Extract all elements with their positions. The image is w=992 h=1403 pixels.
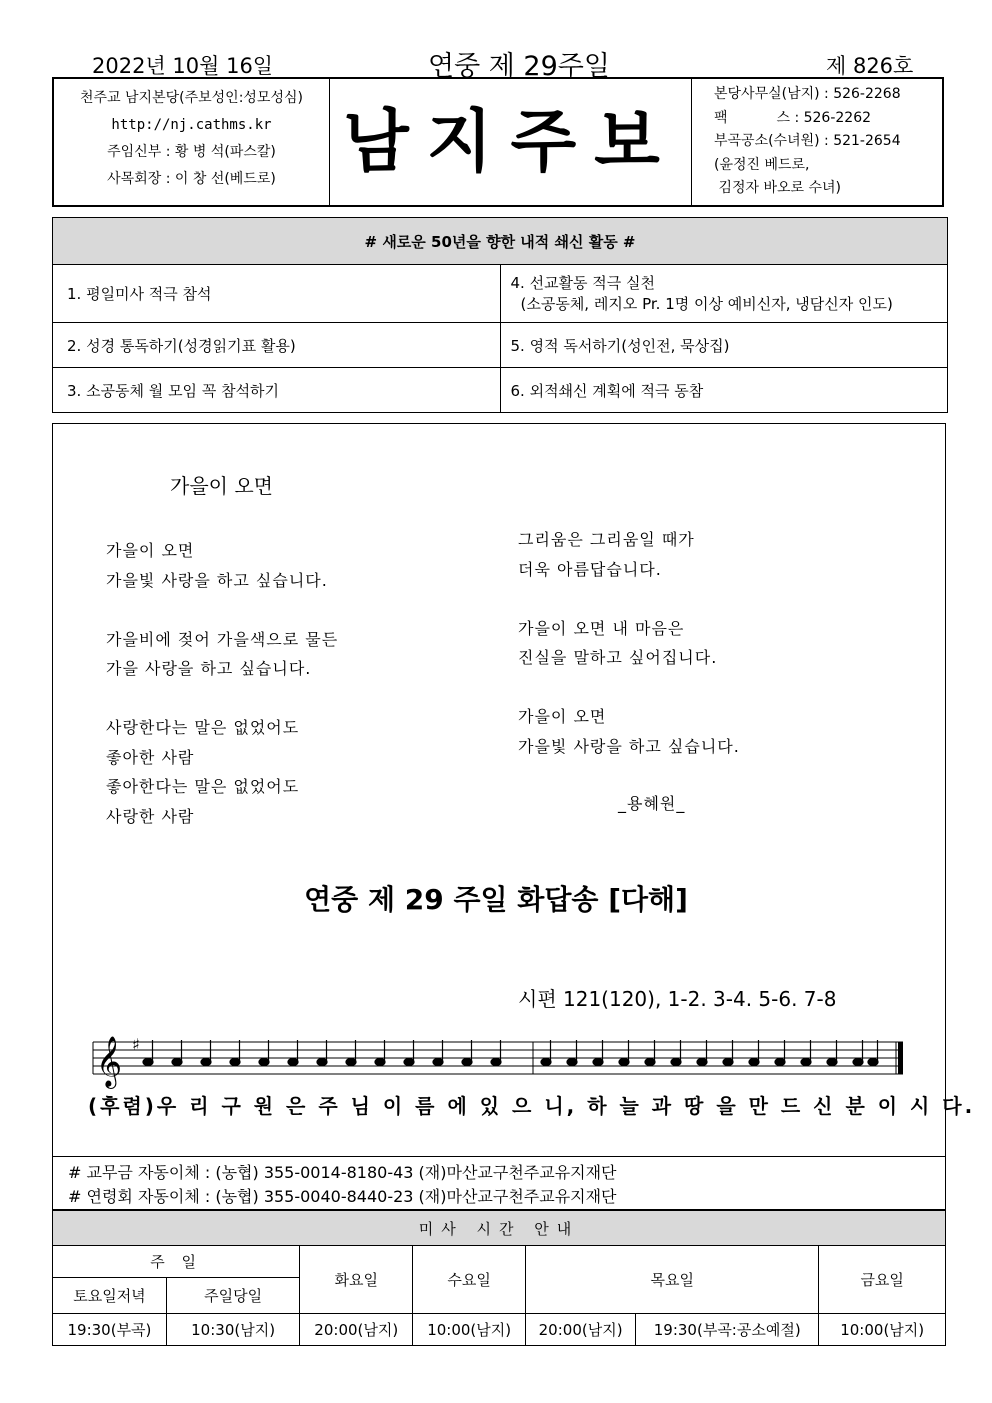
note-head [775,1058,785,1065]
time-tue: 20:00(남지) [300,1314,413,1346]
renewal-item-4-detail: (소공동체, 레지오 Pr. 1명 이상 예비신자, 냉담신자 인도) [520,294,893,313]
note-head [671,1058,681,1065]
poem-line: 더욱 아름답습니다. [518,559,662,579]
bank-line-1: # 교무금 자동이체 : (농협) 355-0014-8180-43 (재)마산교구천주교유지재단 [68,1163,617,1182]
note-head [230,1058,240,1065]
time-fri: 10:00(남지) [819,1314,946,1346]
note-head [697,1058,707,1065]
poem-line: 그리움은 그리움일 때가 [518,530,695,549]
poem-left-column [106,536,338,831]
psalm-reference: 시편 121(120), 1-2. 3-4. 5-6. 7-8 [518,987,837,1011]
tue-header: 화요일 [300,1246,413,1314]
poem-line: 가을이 오면 [106,541,195,560]
parish-info [54,79,330,205]
time-sunday: 10:30(남지) [166,1314,299,1346]
issue-date: 2022년 10월 16일 [92,54,274,78]
contact-gongso: 부곡공소(수녀원) : 521-2654 [714,133,901,149]
poem-line: 가을비에 젖어 가을색으로 물든 [106,629,339,649]
thu-header: 목요일 [526,1246,819,1314]
note-head [541,1058,551,1065]
renewal-item-2: 2. 성경 통독하기(성경읽기표 활용) [53,323,501,368]
mass-caption: 미사 시간 안내 [53,1211,946,1246]
issue-number: 제 826호 [826,54,914,78]
bank-line-2: # 연령회 자동이체 : (농협) 355-0040-8440-23 (재)마산교구천주교유지재단 [68,1187,617,1206]
note-head [868,1058,878,1065]
note-head [201,1058,211,1065]
pastor: 주임신부 : 황 병 석(파스칼) [107,144,276,160]
poem-line: 가을이 오면 내 마음은 [518,618,685,638]
fri-header: 금요일 [819,1246,946,1314]
mass-schedule-table [52,1210,946,1346]
note-head [172,1058,182,1065]
parish-name: 천주교 남지본당(주보성인:성모성심) [80,90,303,106]
poem-line: 가을 사랑을 하고 싶습니다. [106,659,312,678]
notes [143,1040,878,1066]
psalm-title: 연중 제 29 주일 화답송 [다해] [304,883,688,916]
poem-line: 가을이 오면 [518,707,607,726]
note-head [491,1058,501,1065]
note-head [749,1058,759,1065]
note-head [827,1058,837,1065]
poem-title: 가을이 오면 [170,474,273,498]
sharp-icon: ♯ [132,1035,140,1054]
poem-line: 좋아한다는 말은 없었어도 [106,777,300,796]
renewal-item-6: 6. 외적쇄신 계획에 적극 동참 [500,368,948,413]
note-head [346,1058,356,1065]
note-head [619,1058,629,1065]
renewal-item-1: 1. 평일미사 적극 참석 [53,265,501,323]
wed-header: 수요일 [413,1246,526,1314]
saturday-eve-header: 토요일저녁 [53,1278,167,1314]
masthead [52,77,944,207]
note-head [593,1058,603,1065]
note-head [375,1058,385,1065]
renewal-item-5: 5. 영적 독서하기(성인전, 묵상집) [500,323,948,368]
poem-line: 진실을 말하고 싶어집니다. [518,648,718,667]
poem-right-column [518,525,740,819]
poem-line: 가을빛 사랑을 하고 싶습니다. [518,736,740,756]
note-head [853,1058,863,1065]
sunday-header: 주 일 [53,1246,300,1278]
renewal-title: # 새로운 50년을 향한 내적 쇄신 활동 # [53,218,948,265]
psalm-refrain: (후렴)우 리 구 원 은 주 님 이 름 에 있 으 니, 하 늘 과 땅 을 만 드 신 분 이 시 다. [88,1094,976,1118]
council-president: 사목회장 : 이 창 선(베드로) [107,171,276,187]
renewal-item-3: 3. 소공동체 월 모임 꼭 참석하기 [53,368,501,413]
poem-line: 사랑한 사람 [106,806,195,826]
contact-office: 본당사무실(남지) : 526-2268 [714,86,901,102]
parish-url[interactable]: http://nj.cathms.kr [111,117,272,133]
poem-author: _용혜원_ [618,794,686,813]
renewal-item-4 [500,265,948,323]
poem-line: 가을빛 사랑을 하고 싶습니다. [106,570,328,590]
note-head [723,1058,733,1065]
note-head [801,1058,811,1065]
time-saturday: 19:30(부곡) [53,1314,167,1346]
bank-divider [52,1156,946,1157]
time-thu-1: 20:00(남지) [526,1314,636,1346]
renewal-item-4-title: 4. 선교활동 적극 실천 [510,273,656,292]
sunday-day-header: 주일당일 [166,1278,299,1314]
note-head [404,1058,414,1065]
note-head [462,1058,472,1065]
note-head [317,1058,327,1065]
time-thu-2: 19:30(부곡:공소예절) [636,1314,819,1346]
note-head [433,1058,443,1065]
note-head [143,1058,153,1065]
poem-line: 좋아한 사람 [106,747,195,767]
treble-clef-icon: 𝄞 [96,1036,123,1087]
contacts [692,79,942,205]
liturgical-week: 연중 제 29주일 [428,51,610,82]
note-head [567,1058,577,1065]
bulletin-title: 남지주보 [330,79,692,205]
contact-sisters-2: 김정자 바오로 수녀) [714,180,842,196]
time-wed: 10:00(남지) [413,1314,526,1346]
note-head [288,1058,298,1065]
note-head [259,1058,269,1065]
contact-sisters-1: (윤정진 베드로, [714,156,810,173]
note-head [645,1058,655,1065]
poem-line: 사랑한다는 말은 없었어도 [106,718,300,737]
contact-fax: 팩 스 : 526-2262 [714,109,872,126]
music-staff [88,1030,908,1090]
renewal-table [52,217,948,413]
